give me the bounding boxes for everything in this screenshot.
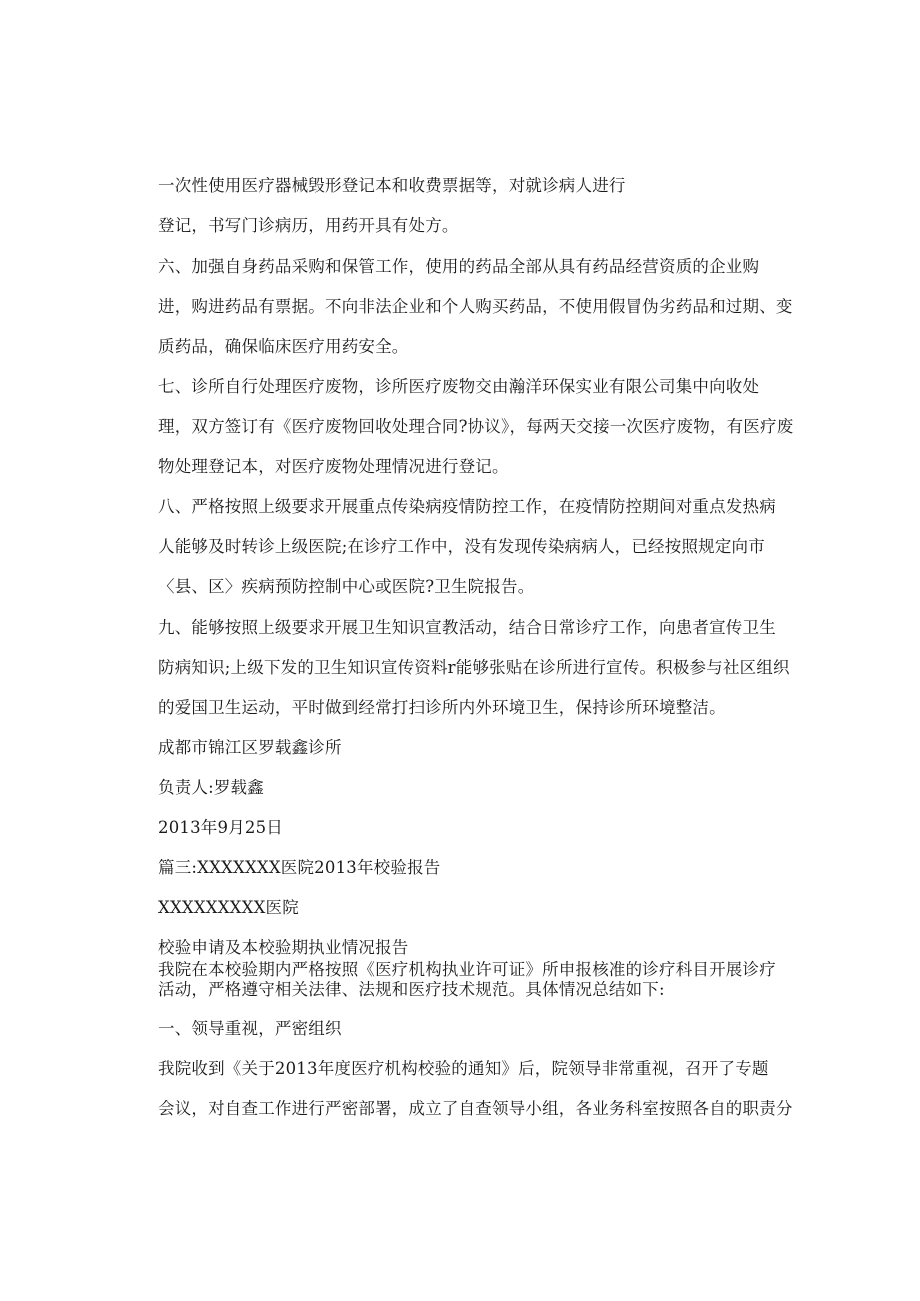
- responsible-person: 负责人:罗载鑫: [158, 778, 264, 797]
- paragraph-9-line-2: 防病知识;上级下发的卫生知识宣传资料r能够张贴在诊所进行宣传。积极参与社区组织: [158, 658, 790, 677]
- text-line-2: 登记，书写门诊病历，用药开具有处方。: [158, 216, 459, 235]
- paragraph-7-line-3: 物处理登记本，对医疗废物处理情况进行登记。: [158, 457, 509, 476]
- intro-line-2: 活动，严格遵守相关法律、法规和医疗技术规范。具体情况总结如下:: [158, 980, 665, 999]
- report-title: 校验申请及本校验期执业情况报告: [158, 938, 409, 957]
- paragraph-8-line-1: 八、严格按照上级要求开展重点传染病疫情防控工作，在疫情防控期间对重点发热病: [158, 497, 776, 516]
- paragraph-6-line-3: 质药品，确保临床医疗用药安全。: [158, 337, 409, 356]
- intro-line-1: 我院在本校验期内严格按照《医疗机构执业许可证》所申报核准的诊疗科目开展诊疗: [158, 960, 776, 979]
- paragraph-9-line-1: 九、能够按照上级要求开展卫生知识宣教活动，结合日常诊疗工作，向患者宣传卫生: [158, 618, 776, 637]
- section-title: 篇三:XXXXXXX医院2013年校验报告: [158, 858, 441, 877]
- hospital-name: XXXXXXXXX医院: [158, 898, 299, 917]
- paragraph-9-line-3: 的爱国卫生运动，平时做到经常打扫诊所内外环境卫生，保持诊所环境整洁。: [158, 698, 726, 717]
- paragraph-6-line-1: 六、加强自身药品采购和保管工作，使用的药品全部从具有药品经营资质的企业购: [158, 257, 760, 276]
- paragraph-7-line-2: 理，双方签订有《医疗废物回收处理合同?协议》，每两天交接一次医疗废物，有医疗废: [158, 417, 794, 436]
- text-line-1: 一次性使用医疗器械毁形登记本和收费票据等，对就诊病人进行: [158, 176, 626, 195]
- paragraph-8-line-3: 〈县、区〉疾病预防控制中心或医院?卫生院报告。: [158, 577, 535, 596]
- paragraph-6-line-2: 进，购进药品有票据。不向非法企业和个人购买药品，不使用假冒伪劣药品和过期、变: [158, 297, 793, 316]
- body-line-2: 会议，对自查工作进行严密部署，成立了自查领导小组，各业务科室按照各自的职责分: [158, 1099, 793, 1118]
- clinic-name: 成都市锦江区罗载鑫诊所: [158, 738, 342, 757]
- paragraph-8-line-2: 人能够及时转诊上级医院;在诊疗工作中，没有发现传染病病人，已经按照规定向市: [158, 537, 765, 556]
- signature-date: 2013年9月25日: [158, 818, 283, 837]
- heading-leadership: 一、领导重视，严密组织: [158, 1019, 342, 1038]
- body-line-1: 我院收到《关于2013年度医疗机构校验的通知》后，院领导非常重视，召开了专题: [158, 1059, 769, 1078]
- paragraph-7-line-1: 七、诊所自行处理医疗废物，诊所医疗废物交由瀚洋环保实业有限公司集中向收处: [158, 377, 760, 396]
